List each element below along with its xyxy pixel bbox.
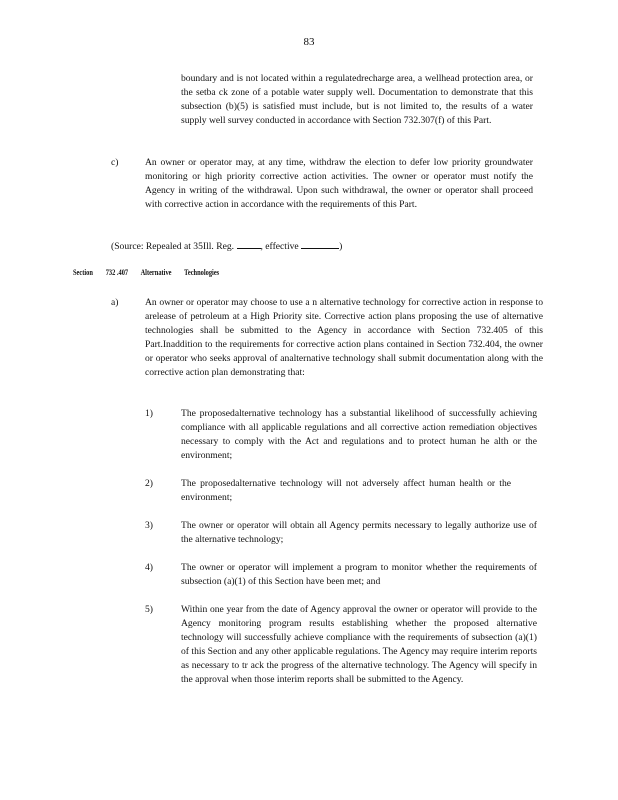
sub-item-2-label: 2) <box>145 478 153 489</box>
sub-item-3-text: The owner or operator will obtain all Agency permits necessary to legally authorize use of the alternative technology; <box>181 520 537 545</box>
item-c-label: c) <box>111 157 119 168</box>
item-c-text: An owner or operator may, at any time, withdraw the election to defer low priority groundwater monitoring or high priority corrective action activities. The owner or operator must notify the Agency in writing of the withdrawal. Upon such withdrawal, the owner or operator shall proceed with corrective action in accordance with the requirements of this Part. <box>145 157 533 210</box>
sub-item-3-label: 3) <box>145 520 153 531</box>
sub-item-2-text: The proposedalternative technology will not adversely affect human health or the environment; <box>181 478 511 503</box>
sub-item-5-text: Within one year from the date of Agency approval the owner or operator will provide to the Agency monitoring program results establishing whether the proposed alternative technology will successfully achieve compliance with the requirements of subsection (a)(1) of this Section and any other applicable regulations. The Agency may require interim reports as necessary to tr ack the progress of the alternative technology. The Agency will specify in the approval when those interim reports shall be submitted to the Agency. <box>181 604 537 685</box>
section-word: Section <box>73 268 93 277</box>
source-middle: , effective <box>260 241 299 252</box>
sub-item-5-label: 5) <box>145 604 153 615</box>
section-number: 732 .407 <box>105 268 129 277</box>
source-suffix: ) <box>339 241 343 252</box>
section-title-alternative: Alternative <box>140 268 172 277</box>
section-title-technologies: Technologies <box>184 268 220 277</box>
sub-item-4-text: The owner or operator will implement a program to monitor whether the requirements of subsection (a)(1) of this Section have been met; and <box>181 562 537 587</box>
source-note <box>111 239 342 254</box>
item-a-text: An owner or operator may choose to use a n alternative technology for corrective action in response to arelease of petroleum at a High Priority site. Corrective action plans proposing the use of alternative technologies shall be submitted to the Agency in accordance with Section 732.405 of this Part.Inaddition to the requirements for corrective action plans contained in Section 732.404, the owner or operator who seeks approval of analternative technology shall submit documentation along with the corrective action plan demonstrating that: <box>145 297 543 378</box>
source-blank-effective <box>301 239 339 249</box>
item-a-label: a) <box>111 297 119 308</box>
continuation-paragraph: boundary and is not located within a regulatedrecharge area, a wellhead protection area, or the setba ck zone of a potable water supply well. Documentation to demonstrate that this subsection (b)(5) is satisfied must include, but is not limited to, the results of a water supply well survey conducted in accordance with Section 732.307(f) of this Part. <box>181 73 533 126</box>
source-prefix: (Source: Repealed at 35Ill. Reg. <box>111 241 235 252</box>
source-blank-register <box>237 239 261 249</box>
section-heading <box>73 267 230 279</box>
page-number: 83 <box>303 36 315 48</box>
sub-item-4-label: 4) <box>145 562 153 573</box>
sub-item-1-text: The proposedalternative technology has a substantial likelihood of successfully achieving compliance with all applicable regulations and all corrective action remediation objectives necessary to comply with the Act and regulations and to protect human he alth or the environment; <box>181 408 537 461</box>
sub-item-1-label: 1) <box>145 408 153 419</box>
